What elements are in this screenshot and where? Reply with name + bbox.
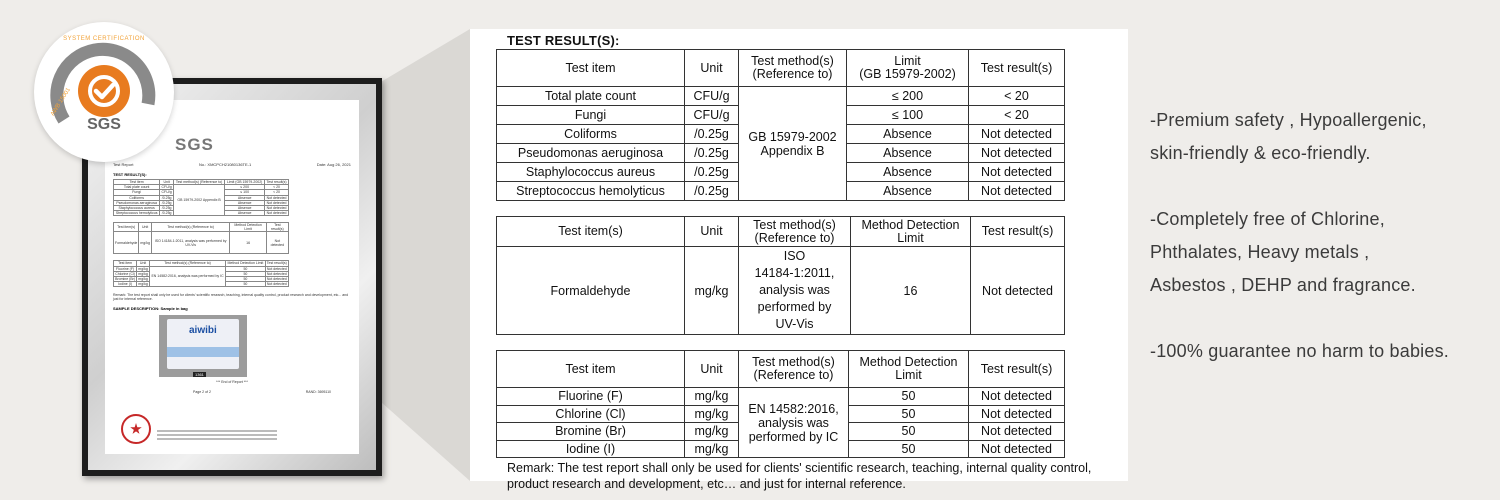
mini-sample-description: SAMPLE DESCRIPTION: Sample in bag [113, 305, 188, 311]
table-header-row [497, 50, 1065, 87]
method-cell: EN 14582:2016, analysis was performed by IC [739, 388, 849, 458]
mini-header-no: No.: XMCPCH21080136TE-1 [198, 162, 252, 167]
col-header: Test method(s) (Reference to) [739, 351, 849, 388]
mini-section-title: TEST RESULT(S): [113, 172, 147, 177]
mini-remark: Remark: The test report shall only be used for clients' scientific research, teaching, internal quality control, product research and development, etc... and just for internal reference. [113, 293, 349, 302]
badge-certification-text: SYSTEM CERTIFICATION [63, 36, 145, 42]
test-report-excerpt [470, 29, 1128, 491]
col-header: Test item [497, 351, 685, 388]
table-header-row [497, 351, 1065, 388]
col-header: Test item [497, 50, 685, 87]
table-row: Pseudomonas aeruginosa /0.25g Absence Not detected [497, 144, 1065, 163]
method-cell: ISO 14184-1:2011, analysis was performed by UV-Vis [739, 247, 851, 335]
col-header: Method Detection Limit [851, 217, 971, 247]
col-header: Test method(s) (Reference to) [739, 50, 847, 87]
mini-page-number: Page 2 of 2 [193, 389, 211, 394]
star-icon [130, 423, 142, 435]
halogen-test-table [496, 350, 1065, 458]
col-header: Test result(s) [969, 351, 1065, 388]
mini-fine-print [157, 430, 277, 442]
mini-rand: RAND: 3695110 [305, 389, 331, 394]
col-header: Test item(s) [497, 217, 685, 247]
formaldehyde-test-table [496, 216, 1065, 335]
col-header: Unit [685, 217, 739, 247]
checkmark-icon [78, 65, 130, 117]
method-cell: GB 15979-2002 Appendix B [739, 87, 847, 201]
table-header-row [497, 217, 1065, 247]
table-row: Staphylococcus aureus /0.25g Absence Not detected [497, 163, 1065, 182]
col-header: Method Detection Limit [849, 351, 969, 388]
mini-diaper-pack [167, 319, 239, 369]
bullet-line: -Premium safety , Hypoallergenic, [1150, 110, 1427, 130]
mini-pack-band [167, 347, 239, 357]
mini-table-3: Test item Unit Test method(s) (Reference to) Method Detection Limit Test result(s) Fluorine (F) mg/kg EN 14582:2016, analysis was performed by IC 50 Not detected Chlorine (Cl) mg/kg 50 Not detected Bromine (Br) mg/kg 50 Not detected Iodine (I) mg/kg 50 Not detected [115, 261, 287, 287]
mini-product-photo [159, 315, 247, 377]
col-header: Limit (GB 15979-2002) [847, 50, 969, 87]
table-row: Iodine (I) mg/kg 50 Not detected [497, 440, 1065, 458]
bullet-line: skin-friendly & eco-friendly. [1150, 143, 1371, 163]
mini-header-date: Date: Aug 26, 2021 [316, 162, 351, 167]
table-row: Total plate count CFU/g GB 15979-2002 Appendix B ≤ 200 < 20 [497, 87, 1065, 106]
table-row: Coliforms /0.25g Absence Not detected [497, 125, 1065, 144]
mini-page-footer [113, 390, 351, 394]
table-row: Fungi CFU/g ≤ 100 < 20 [497, 106, 1065, 125]
col-header: Unit [685, 351, 739, 388]
badge-standard: AWB 15001 [50, 87, 72, 118]
bullet-line: Asbestos , DEHP and fragrance. [1150, 275, 1416, 295]
sgs-certification-badge [34, 22, 174, 162]
table-row: Bromine (Br) mg/kg 50 Not detected [497, 423, 1065, 441]
badge-sgs-label: SGS [87, 116, 121, 133]
mini-table-2: Test item(s) Unit Test method(s) (Reference to) Method Detection Limit Test result(s) Formaldehyde mg/kg ISO 14184-1:2011, analysis was performed by UV-Vis 16 Not detected [113, 222, 289, 254]
table-row: Chlorine (Cl) mg/kg 50 Not detected [497, 405, 1065, 423]
feature-bullets [1150, 104, 1490, 368]
microbial-test-table [496, 49, 1065, 201]
report-remark: Remark: The test report shall only be used for clients' scientific research, teaching, internal quality control, product research and development, etc… and just for internal reference. [507, 461, 1092, 491]
mini-end-of-report: *** End of Report *** [216, 379, 248, 384]
mini-red-stamp [121, 414, 151, 444]
bullet-line: -100% guarantee no harm to babies. [1150, 341, 1449, 361]
col-header: Test method(s) (Reference to) [739, 217, 851, 247]
mini-report-header [113, 162, 351, 167]
col-header: Unit [685, 50, 739, 87]
bullet-line: -Completely free of Chlorine, [1150, 209, 1385, 229]
table-row: Streptococcus hemolyticus /0.25g Absence Not detected [497, 182, 1065, 201]
mini-table-1: Test item Unit Test method(s) (Reference to) Limit (GB 15979-2002) Test result(s) Total plate count CFU/g GB 15979-2002 Appendix B ≤ 200 < 20 Fungi CFU/g ≤ 100 < 20 Coliforms /0.25g Absence Not detected Pseudomonas aeruginosa /0.25g Absence Not detected Staphylococcus aureus /0.25g Absence Not detected Streptococcus hemolyticus /0.25g Absence Not detected [113, 179, 289, 216]
bullet-line: Phthalates, Heavy metals , [1150, 242, 1370, 262]
table-row: Formaldehyde mg/kg ISO 14184-1:2011, analysis was performed by UV-Vis 16 Not detected [497, 247, 1065, 335]
mini-pack-brand: aiwibi [189, 324, 217, 336]
report-title: TEST RESULT(S): [507, 33, 620, 48]
mini-header-title: Test Report [113, 162, 134, 167]
mini-photo-tag: 1361 [195, 371, 204, 377]
col-header: Test result(s) [971, 217, 1065, 247]
table-row: Fluorine (F) mg/kg EN 14582:2016, analysis was performed by IC 50 Not detected [497, 388, 1065, 406]
col-header: Test result(s) [969, 50, 1065, 87]
mini-sgs-logo: SGS [175, 135, 214, 154]
